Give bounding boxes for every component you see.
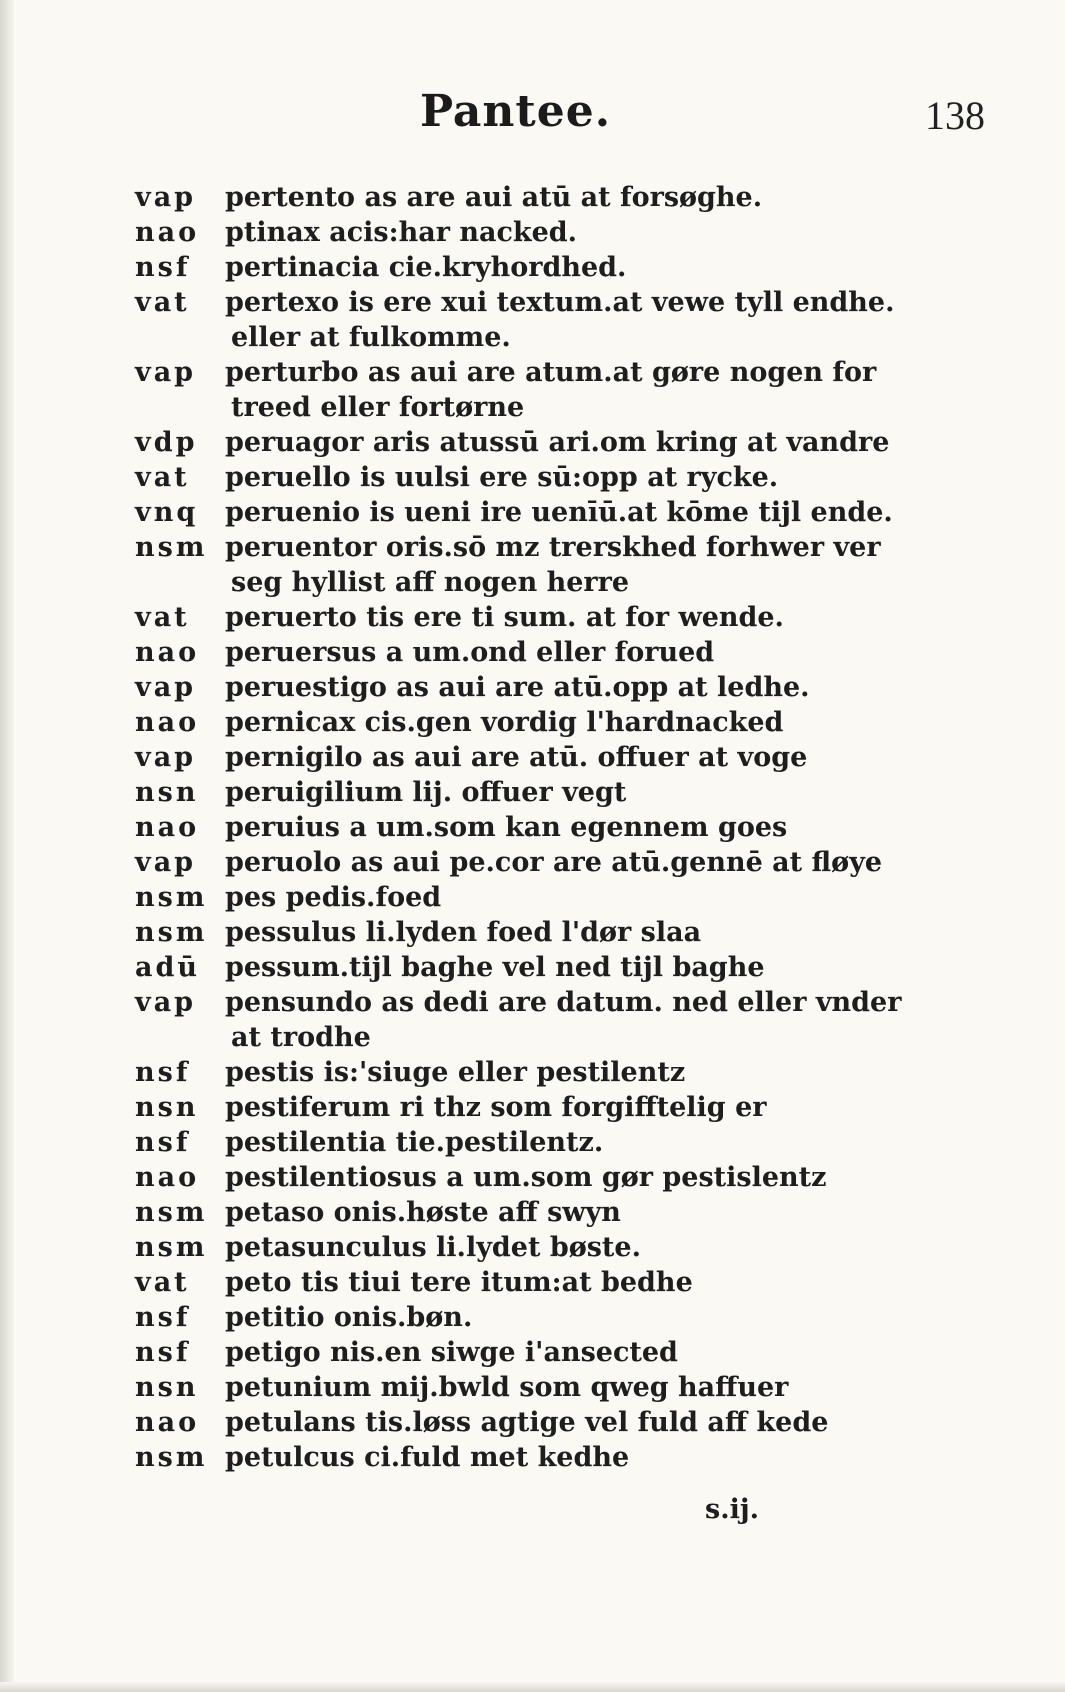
entry-text [225, 460, 915, 495]
entry-text [225, 635, 915, 670]
entry-definition: peruigilium lij. offuer vegt [225, 777, 627, 808]
entry-text [225, 495, 915, 530]
entry-definition: pestilentiosus a um.som gør pestislentz [225, 1162, 827, 1193]
entry-text [225, 985, 915, 1055]
entry-text [225, 215, 915, 250]
entry-text [225, 1265, 915, 1300]
entry-text [225, 1405, 915, 1440]
entry-definition: pestis is:'siuge eller pestilentz [225, 1057, 686, 1088]
entry-text [225, 950, 915, 985]
dictionary-entry [135, 1230, 905, 1265]
dictionary-entry [135, 810, 905, 845]
entry-text [225, 915, 915, 950]
grammar-code: nsf [135, 1302, 191, 1333]
dictionary-entry [135, 705, 905, 740]
entry-text [225, 740, 915, 775]
grammar-code: nsm [135, 532, 208, 563]
entry-text [225, 705, 915, 740]
entry-text [225, 1335, 915, 1370]
grammar-code: nsf [135, 1057, 191, 1088]
grammar-code: nsf [135, 252, 191, 283]
entry-definition: pestilentia tie.pestilentz. [225, 1127, 604, 1158]
entry-text [225, 1230, 915, 1265]
entry-text [225, 425, 915, 460]
dictionary-entry [135, 915, 905, 950]
entry-text [225, 1055, 915, 1090]
dictionary-entry [135, 1300, 905, 1335]
grammar-code: adū [135, 952, 201, 983]
entry-definition: peruersus a um.ond eller forued [225, 637, 715, 668]
entry-definition: perturbo as aui are atum.at gøre nogen for [225, 357, 877, 388]
dictionary-entry [135, 1160, 905, 1195]
dictionary-entry [135, 1440, 905, 1475]
grammar-code: nao [135, 637, 200, 668]
entry-definition: peruius a um.som kan egennem goes [225, 812, 788, 843]
dictionary-entry [135, 495, 905, 530]
entry-definition: pertento as are aui atū at forsøghe. [225, 182, 763, 213]
entry-text [225, 1300, 915, 1335]
entry-text [225, 810, 915, 845]
entry-definition: peruagor aris atussū ari.om kring at vandre [225, 427, 890, 458]
entry-definition: petasunculus li.lydet bøste. [225, 1232, 641, 1263]
grammar-code: nsn [135, 777, 199, 808]
entry-text [225, 530, 915, 600]
dictionary-entry [135, 425, 905, 460]
page-number: 138 [925, 93, 985, 138]
entry-definition: pestiferum ri thz som forgifftelig er [225, 1092, 767, 1123]
entry-continuation: eller at fulkomme. [231, 322, 511, 353]
grammar-code: nsm [135, 882, 208, 913]
grammar-code: vat [135, 602, 190, 633]
dictionary-entry [135, 740, 905, 775]
entry-definition: pertexo is ere xui textum.at vewe tyll endhe. [225, 287, 895, 318]
dictionary-entries [135, 180, 905, 1475]
entry-definition: pessum.tijl baghe vel ned tijl baghe [225, 952, 765, 983]
grammar-code: nsm [135, 1442, 208, 1473]
entry-text [225, 845, 915, 880]
bottom-edge-shadow [0, 1682, 1065, 1692]
entry-definition: peruerto tis ere ti sum. at for wende. [225, 602, 784, 633]
dictionary-entry [135, 1265, 905, 1300]
entry-definition: petunium mij.bwld som qweg haffuer [225, 1372, 789, 1403]
running-head: Pantee. [420, 86, 612, 137]
entry-text [225, 285, 915, 355]
entry-text [225, 1160, 915, 1195]
grammar-code: vap [135, 742, 197, 773]
entry-text [225, 1440, 915, 1475]
dictionary-entry [135, 1335, 905, 1370]
dictionary-entry [135, 215, 905, 250]
entry-continuation: at trodhe [231, 1022, 371, 1053]
entry-definition: petulcus ci.fuld met kedhe [225, 1442, 630, 1473]
dictionary-entry [135, 285, 905, 355]
dictionary-entry [135, 530, 905, 600]
dictionary-entry [135, 880, 905, 915]
dictionary-entry [135, 1055, 905, 1090]
dictionary-entry [135, 355, 905, 425]
grammar-code: nao [135, 1162, 200, 1193]
entry-definition: pernigilo as aui are atū. offuer at voge [225, 742, 808, 773]
grammar-code: nao [135, 1407, 200, 1438]
entry-definition: peruentor oris.sō mz trerskhed forhwer ver [225, 532, 881, 563]
signature-mark: s.ij. [705, 1494, 760, 1525]
grammar-code: vap [135, 182, 197, 213]
entry-definition: petulans tis.løss agtige vel fuld aff kede [225, 1407, 829, 1438]
entry-definition: peruenio is ueni ire uenīū.at kōme tijl ende. [225, 497, 893, 528]
entry-text [225, 1195, 915, 1230]
grammar-code: nao [135, 217, 200, 248]
entry-definition: pertinacia cie.kryhordhed. [225, 252, 627, 283]
dictionary-entry [135, 775, 905, 810]
grammar-code: vap [135, 987, 197, 1018]
grammar-code: vat [135, 462, 190, 493]
entry-text [225, 775, 915, 810]
entry-definition: ptinax acis:har nacked. [225, 217, 578, 248]
entry-text [225, 1125, 915, 1160]
dictionary-entry [135, 600, 905, 635]
dictionary-entry [135, 670, 905, 705]
entry-definition: petaso onis.høste aff swyn [225, 1197, 621, 1228]
entry-continuation: seg hyllist aff nogen herre [231, 567, 630, 598]
entry-text [225, 250, 915, 285]
grammar-code: nsn [135, 1372, 199, 1403]
grammar-code: vdp [135, 427, 198, 458]
grammar-code: nsf [135, 1337, 191, 1368]
dictionary-entry [135, 950, 905, 985]
entry-definition: peruello is uulsi ere sū:opp at rycke. [225, 462, 779, 493]
entry-text [225, 670, 915, 705]
grammar-code: vap [135, 672, 197, 703]
grammar-code: nsm [135, 1197, 208, 1228]
dictionary-entry [135, 180, 905, 215]
grammar-code: nsm [135, 917, 208, 948]
entry-continuation: treed eller fortørne [231, 392, 525, 423]
dictionary-entry [135, 635, 905, 670]
grammar-code: nao [135, 812, 200, 843]
dictionary-entry [135, 1370, 905, 1405]
dictionary-entry [135, 1090, 905, 1125]
entry-definition: petigo nis.en siwge i'ansected [225, 1337, 678, 1368]
dictionary-entry [135, 1195, 905, 1230]
dictionary-entry [135, 845, 905, 880]
entry-text [225, 355, 915, 425]
grammar-code: nao [135, 707, 200, 738]
entry-definition: peruestigo as aui are atū.opp at ledhe. [225, 672, 810, 703]
entry-text [225, 1370, 915, 1405]
dictionary-entry [135, 1125, 905, 1160]
entry-definition: pes pedis.foed [225, 882, 442, 913]
dictionary-entry [135, 985, 905, 1055]
entry-definition: pessulus li.lyden foed l'dør slaa [225, 917, 702, 948]
dictionary-entry [135, 460, 905, 495]
dictionary-entry [135, 250, 905, 285]
entry-definition: peto tis tiui tere itum:at bedhe [225, 1267, 693, 1298]
entry-text [225, 180, 915, 215]
entry-text [225, 880, 915, 915]
grammar-code: vat [135, 1267, 190, 1298]
grammar-code: nsn [135, 1092, 199, 1123]
entry-definition: pernicax cis.gen vordig l'hardnacked [225, 707, 784, 738]
entry-text [225, 600, 915, 635]
entry-text [225, 1090, 915, 1125]
grammar-code: vap [135, 357, 197, 388]
grammar-code: vat [135, 287, 190, 318]
gutter-shadow [0, 0, 14, 1692]
grammar-code: nsm [135, 1232, 208, 1263]
dictionary-entry [135, 1405, 905, 1440]
grammar-code: nsf [135, 1127, 191, 1158]
grammar-code: vap [135, 847, 197, 878]
entry-definition: pensundo as dedi are datum. ned eller vnder [225, 987, 902, 1018]
entry-definition: petitio onis.bøn. [225, 1302, 473, 1333]
grammar-code: vnq [135, 497, 199, 528]
entry-definition: peruolo as aui pe.cor are atū.gennē at fløye [225, 847, 883, 878]
